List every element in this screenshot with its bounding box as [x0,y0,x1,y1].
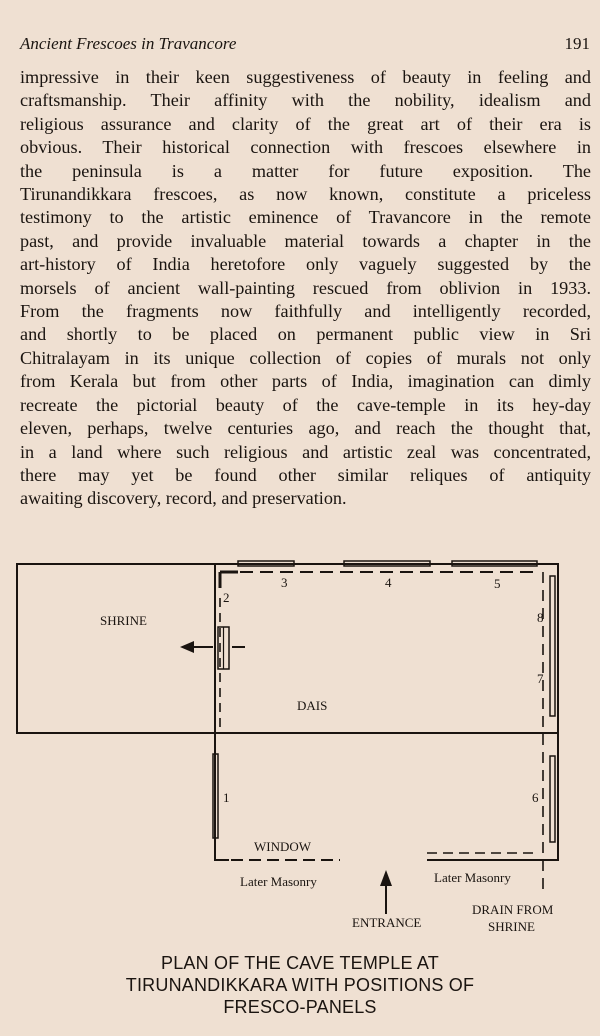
shrine-arrow-icon [180,641,194,653]
panel-6-strip [550,756,555,842]
body-line: past, and provide invaluable material towards a chapter in the [20,230,591,251]
body-line: religious assurance and clarity of the great art of their era is [20,113,591,134]
body-line: there may yet be found other similar reliques of antiquity [20,464,591,485]
body-line: obvious. Their historical connection with frescoes elsewhere in [20,137,591,158]
body-line: morsels of ancient wall-painting rescued from oblivion in 1933. [20,277,591,298]
body-line: testimony to the artistic eminence of Travancore in the remote [20,207,591,228]
shrine-label: SHRINE [100,613,147,628]
caption-line-3: FRESCO-PANELS [223,997,377,1017]
drain-label-line2: SHRINE [488,919,535,934]
body-paragraph [20,66,591,511]
panel-2-strip [220,572,238,588]
body-line: Chitralayam in its unique collection of copies of murals not only [20,347,591,368]
entrance-arrow-icon [380,870,392,886]
panel-label-2: 2 [223,590,230,605]
panel-7-8-strip [550,576,555,716]
body-line: impressive in their keen suggestiveness of beauty in feeling and [20,67,591,87]
figure-caption [0,952,600,1018]
panel-label-5: 5 [494,576,501,591]
body-line: from Kerala but from other parts of India, imagination can dimly [20,371,591,392]
body-line: and shortly to be placed on permanent public view in Sri [20,324,591,345]
drain-label-line1: DRAIN FROM [472,902,554,917]
body-line: art-history of India heretofore only vaguely suggested by the [20,254,591,275]
page-number: 191 [564,34,590,53]
running-title: Ancient Frescoes in Travancore [20,34,237,53]
panel-label-8: 8 [537,610,544,625]
page-header [20,34,590,58]
panel-label-3: 3 [281,575,288,590]
shrine-door [218,627,245,669]
body-line: craftsmanship. Their affinity with the nobility, idealism and [20,90,591,111]
body-line: in a land where such religious and artistic zeal was concentrated, [20,441,591,462]
body-line: the peninsula is a matter for future exposition. The [20,160,591,181]
panel-label-4: 4 [385,575,392,590]
caption-line-2: TIRUNANDIKKARA WITH POSITIONS OF [125,975,475,995]
dais-label: DAIS [297,698,328,713]
panel-label-1: 1 [223,790,230,805]
body-line: From the fragments now faithfully and intelligently recorded, [20,301,591,322]
body-line: recreate the pictorial beauty of the cave-temple in its hey-day [20,394,591,415]
later-masonry-right-label: Later Masonry [434,870,511,885]
panel-label-7: 7 [537,671,544,686]
temple-plan-diagram [0,548,600,948]
entrance-label: ENTRANCE [352,915,422,930]
caption-line-1: PLAN OF THE CAVE TEMPLE AT [161,953,439,973]
panel-label-6: 6 [532,790,539,805]
body-line: Tirunandikkara frescoes, as now known, constitute a priceless [20,184,591,205]
body-line: eleven, perhaps, twelve centuries ago, and reach the thought that, [20,418,591,439]
later-masonry-left-label: Later Masonry [240,874,317,889]
body-line: awaiting discovery, record, and preservation. [20,488,347,509]
window-label: WINDOW [254,839,312,854]
